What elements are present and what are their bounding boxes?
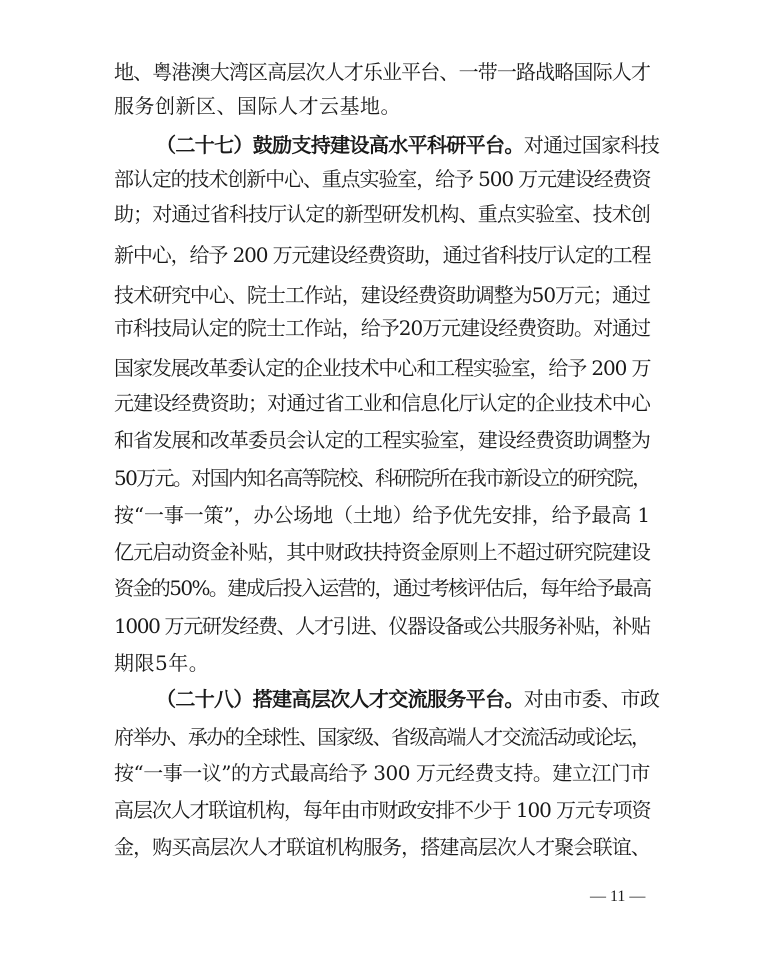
paragraph-line: 服务创新区、国际人才云基地。 [114, 94, 401, 118]
paragraph-line: 技术研究中心、院士工作站，建设经费资助调整为50万元；通过 [114, 283, 650, 307]
paragraph-line: 助；对通过省科技厅认定的新型研发机构、重点实验室、技术创 [114, 202, 650, 226]
paragraph-first-line [156, 130, 659, 160]
paragraph-line: 地、粤港澳大湾区高层次人才乐业平台、一带一路战略国际人才 [114, 60, 650, 84]
paragraph-line: 按“一事一议”的方式最高给予 300 万元经费支持。建立江门市 [114, 761, 650, 785]
paragraph-line: 50万元。对国内知名高等院校、科研院所在我市新设立的研究院， [114, 466, 651, 490]
paragraph-line: 期限5年。 [114, 651, 210, 675]
paragraph-line: 新中心，给予 200 万元建设经费资助，通过省科技厅认定的工程 [114, 243, 651, 267]
paragraph-text: 对通过国家科技 [523, 133, 660, 157]
section-heading: （二十八）搭建高层次人才交流服务平台。 [156, 687, 524, 711]
paragraph-line: 1000 万元研发经费、人才引进、仪器设备或公共服务补贴，补贴 [114, 614, 650, 638]
paragraph-line: 资金的50%。建成后投入运营的，通过考核评估后，每年给予最高 [114, 576, 651, 600]
paragraph-first-line [156, 684, 659, 714]
section-heading: （二十七）鼓励支持建设高水平科研平台。 [156, 133, 524, 157]
paragraph-line: 市科技局认定的院士工作站，给予20万元建设经费资助。对通过 [114, 316, 650, 340]
paragraph-line: 金，购买高层次人才联谊机构服务，搭建高层次人才聚会联谊、 [114, 835, 650, 859]
paragraph-line: 高层次人才联谊机构，每年由市财政安排不少于 100 万元专项资 [114, 798, 651, 822]
paragraph-line: 府举办、承办的全球性、国家级、省级高端人才交流活动或论坛， [114, 725, 650, 749]
page-number: — 11 — [590, 888, 646, 905]
paragraph-line: 国家发展改革委认定的企业技术中心和工程实验室，给予 200 万 [114, 356, 651, 380]
paragraph-line: 和省发展和改革委员会认定的工程实验室，建设经费资助调整为 [114, 428, 650, 452]
paragraph-line: 亿元启动资金补贴，其中财政扶持资金原则上不超过研究院建设 [114, 540, 650, 564]
paragraph-line: 部认定的技术创新中心、重点实验室，给予 500 万元建设经费资 [114, 167, 651, 191]
paragraph-line: 按“一事一策”，办公场地（土地）给予优先安排，给予最高 1 [114, 503, 651, 527]
paragraph-text: 对由市委、市政 [523, 687, 660, 711]
paragraph-line: 元建设经费资助；对通过省工业和信息化厅认定的企业技术中心 [114, 391, 650, 415]
